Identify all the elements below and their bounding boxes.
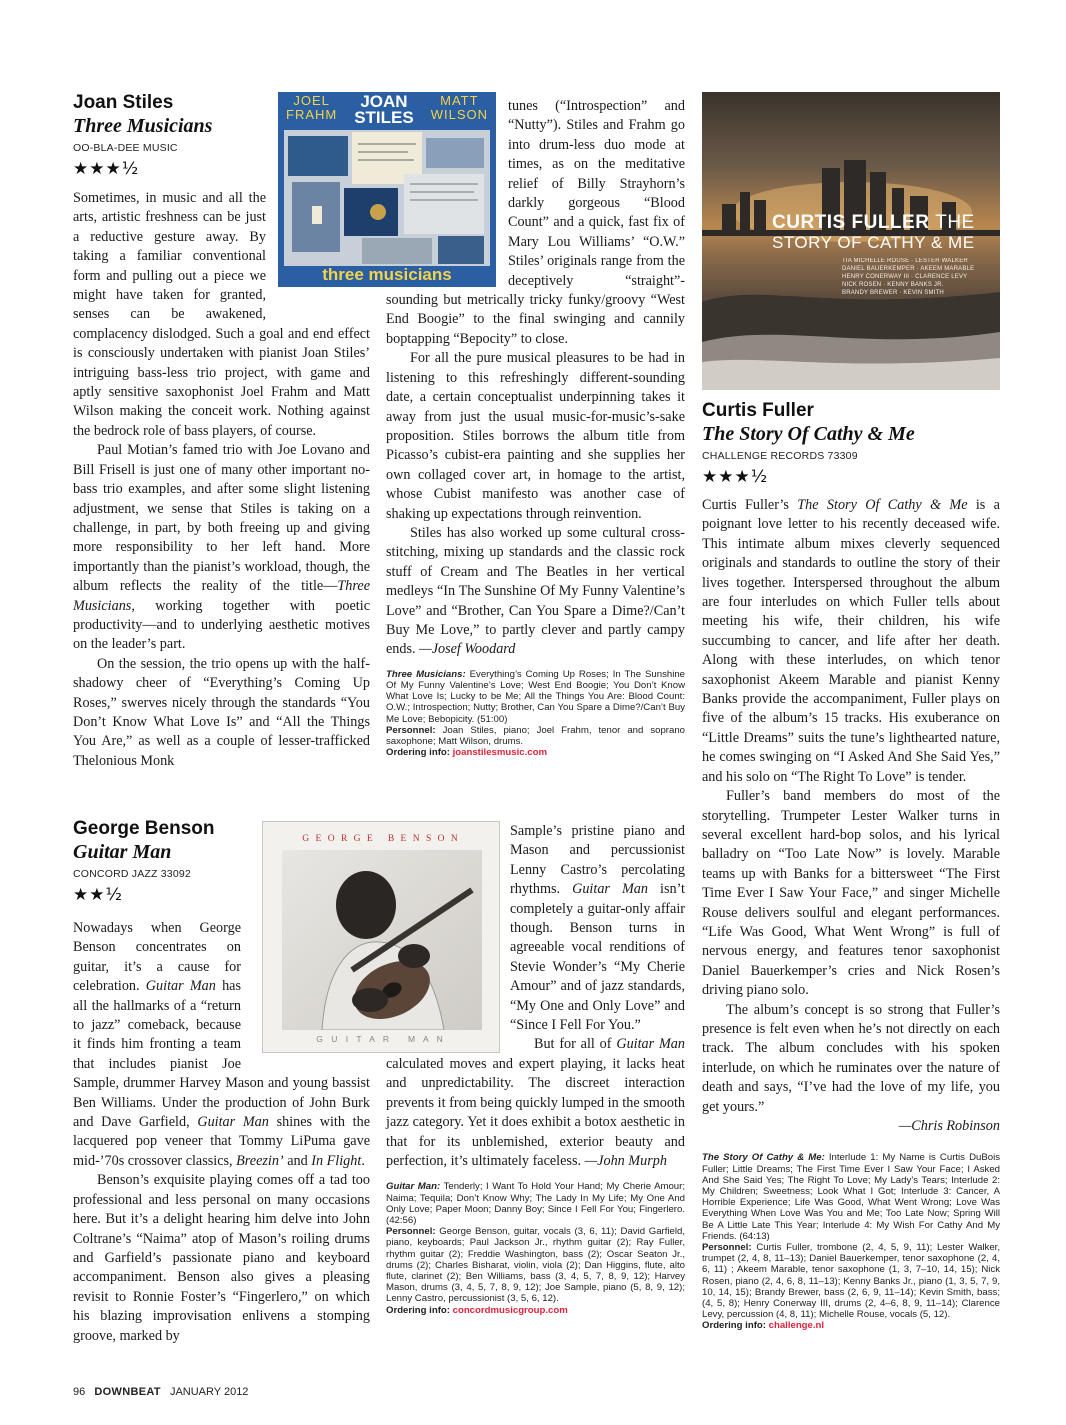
cover-artist-text: G E O R G E B E N S O N bbox=[302, 834, 460, 844]
star-rating: ★★★½ bbox=[73, 159, 140, 179]
record-label: OO-BLA-DEE MUSIC bbox=[73, 142, 178, 154]
album-title: Three Musicians bbox=[73, 115, 213, 137]
stiles-header bbox=[73, 92, 273, 180]
ordering-link[interactable]: concordmusicgroup.com bbox=[452, 1304, 568, 1316]
issue-date: JANUARY 2012 bbox=[169, 1386, 249, 1398]
cover-credit-line: NICK ROSEN · KENNY BANKS JR. bbox=[842, 282, 944, 288]
benson-column-1-text bbox=[73, 919, 370, 1346]
artist-name: Joan Stiles bbox=[73, 92, 174, 113]
ordering-link[interactable]: joanstilesmusic.com bbox=[452, 747, 547, 759]
benson-header bbox=[73, 818, 253, 906]
album-title: The Story Of Cathy & Me bbox=[702, 423, 915, 445]
paragraph: Sample’s pristine piano and Mason and percussionist Lenny Castro’s percolating rhythms. Guitar Man isn’t completely a guitar-only affair though. Benson turns in agreeable vocal renditions of Stevie Wonder’s “My Cherie Amour” and of jazz standards, “My One and Only Love” and “Since I Fell For You.” bbox=[510, 823, 685, 1034]
magazine-name: DOWNBEAT bbox=[94, 1386, 161, 1398]
page-footer bbox=[73, 1386, 473, 1398]
fuller-header bbox=[702, 400, 1000, 488]
stiles-review bbox=[73, 92, 687, 802]
cover-text: FRAHM bbox=[286, 107, 338, 122]
cover-credit-line: DANIEL BAUERKEMPER · AKEEM MARABLE bbox=[842, 266, 975, 272]
cover-credits bbox=[842, 257, 996, 297]
cover-text: STILES bbox=[354, 108, 414, 127]
story-of-cathy-album-cover bbox=[702, 92, 1000, 390]
cover-title bbox=[772, 213, 996, 297]
ordering-link[interactable]: challenge.nl bbox=[768, 1320, 825, 1332]
fuller-column-text bbox=[702, 496, 1000, 1332]
artist-name: Curtis Fuller bbox=[702, 400, 814, 421]
star-rating: ★★★½ bbox=[702, 467, 769, 487]
album-title: Guitar Man bbox=[73, 841, 172, 863]
stiles-column-2-text bbox=[386, 97, 685, 758]
paragraph: Stiles has also worked up some cultural cross-stitching, mixing up standards and the classic rock stuff of Cream and The Beatles in her vertical medleys “In The Sunshine Of My Funny Valentine’s Love” and “Brother, Can You Spare a Dime?/Can’t Buy Me Love,” to partly clever and partly campy ends. —Josef Woodard bbox=[386, 524, 685, 658]
cover-text: STORY OF CATHY & ME bbox=[772, 233, 975, 252]
paragraph: Fuller’s band members do most of the storytelling. Trumpeter Lester Walker turns in several excellent hard-bop solos, and his lyrical balladry on “Too Late Now” is lovely. Marable teams up with Banks for a bittersweet “The First Time Ever I Saw Your Face,” and singer Michelle Rouse delivers soulful and elegant performances. “Life Was Good, What Went Wrong” is full of nervous energy, and features tenor saxophonist Daniel Bauerkemper’s cries and Nick Rosen’s driving piano solo. bbox=[702, 788, 1000, 999]
stiles-column-1-text bbox=[73, 189, 370, 771]
paragraph: The album’s concept is so strong that Fuller’s presence is felt even when he’s not directly on each track. The album concludes with his spoken interlude, on which he ruminates over the nature of death and says, “I’ve had the love of my life, you get yours.” bbox=[702, 1001, 1000, 1115]
reviewer-signature: —John Murph bbox=[584, 1152, 667, 1169]
paragraph: Paul Motian’s famed trio with Joe Lovano and Bill Frisell is just one of many other important no-bass trio examples, and after some slight listening adjustment, we sense that Stiles is taking on a challenge, in part, by both freeing up and giving more responsibility to her left hand. More importantly than the pianist’s workload, though, the album reflects the reality of the title—Three Musicians, working together with poetic productivity—and to underlying aesthetic motives on the leader’s part. bbox=[73, 442, 370, 653]
paragraph: Nowadays when George Benson concentrates on guitar, it’s a cause for celebration. Guitar Man has all the hallmarks of a “return to jazz” comeback, because it finds him fronting a team that includes pianist Joe Sample, drummer Harvey Mason and young bassist Ben Williams. Under the production of John Burk and Dave Garfield, Guitar Man shines with the lacquered pop veneer that Tommy LiPuma gave mid-’70s crossover classics, Breezin’ and In Flight. bbox=[73, 920, 370, 1169]
page-number: 96 bbox=[73, 1386, 86, 1398]
paragraph: But for all of Guitar Man calculated moves and expert playing, it lacks heat and unpredictability. The discreet interaction prevents it from being quickly lumped in the smooth jazz category. Yet it does exhibit a botox aesthetic in that for its unblemished, exterior beauty and perfection, it’s ultimately faceless. —John Murph bbox=[386, 1036, 685, 1169]
cover-text: JOAN bbox=[360, 92, 408, 111]
track-listing: Guitar Man: Tenderly; I Want To Hold Your Hand; My Cherie Amour; Naima; Tequila; Don’t Know Why; The Lady In My Life; My One And Only Love; Paper Moon; Danny Boy; Since I Fell For You; Fingerlero. (42:56) Personnel: George Benson, guitar, vocals (3, 6, 11); David Garfield, piano, keyboards; Paul Jackson Jr., rhythm guitar (2); Ray Fuller, rhythm guitar (2); Freddie Washington, bass (2); Oscar Seaton Jr., drums (2); Charles Bisharat, violin, viola (2); Dan Higgins, flute, alto flute, clarinet (2); Ben Williams, bass (3, 4, 5, 7, 8, 9, 12); Harvey Mason, drums (3, 4, 5, 7, 8, 9, 12); Joe Sample, piano (5, 8, 9, 12); Lenny Castro, percussionist (3, 5, 6, 12). Ordering info: concordmusicgroup.com bbox=[386, 1181, 686, 1316]
cover-subtitle: three musicians bbox=[322, 265, 452, 284]
paragraph: Benson’s exquisite playing comes off a tad too professional and less personal on many occasions here. But it’s a delight hearing him delve into John Coltrane’s “Naima” atop of Mason’s roiling drums and Garfield’s passionate piano and keyboard accompaniment. Benson also gives a pleasing revisit to Ronnie Foster’s “Fingerlero,” on which his blazing improvisation enlivens a stomping groove, marked by bbox=[73, 1172, 370, 1344]
cover-credit-line: TIA MICHELLE ROUSE · LESTER WALKER bbox=[842, 258, 968, 264]
artist-name: George Benson bbox=[73, 818, 215, 839]
paragraph: On the session, the trio opens up with the half-shadowy cheer of “Everything’s Coming Up Roses,” swerves nicely through the standards “You Don’t Know What Love Is” and “All the Things You Are,” as well as a couple of lesser-trafficked Thelonious Monk bbox=[73, 655, 370, 769]
reviewer-signature: —Josef Woodard bbox=[419, 641, 516, 658]
cover-text: WILSON bbox=[430, 107, 488, 122]
cover-credit-line: HENRY CONERWAY III · CLARENCE LEVY bbox=[842, 274, 968, 280]
paragraph: Sometimes, in music and all the arts, artistic freshness can be just a reductive gesture away. By taking a familiar conventional form and pulling out a piece we might have taken for granted, senses can be awakened, complacency dislodged. Such a goal and end effect is consciously undertaken with pianist Joan Stiles’ intriguing bass-less trio project, with game and aptly sensitive saxophonist Joel Frahm and Matt Wilson making the conceit work. Nothing against the bedrock role of bass players, of course. bbox=[73, 190, 370, 439]
cover-album-text: G U I T A R M A N bbox=[316, 1034, 446, 1044]
record-label: CHALLENGE RECORDS 73309 bbox=[702, 450, 858, 462]
cover-text: CURTIS FULLER bbox=[772, 212, 930, 233]
record-label: CONCORD JAZZ 33092 bbox=[73, 868, 191, 880]
star-rating: ★★½ bbox=[73, 885, 123, 905]
track-listing: The Story Of Cathy & Me: Interlude 1: My Name is Curtis DuBois Fuller; Little Dreams; The First Time Ever I Saw Your Face; I Asked And She Said Yes; The Right To Love; My Lady’s Tears; Interlude 2: My Children; Sweetness; Look What I Got; Interlude 3: Cancer, A Horrible Experience; Life Was Good, What Went Wrong; Love Was Everything When Love Was You and Me; Too Late Now; Spring Will Be A Little Late This Year; Interlude 4: My Wish For Cathy And My Friends. (64:13) Personnel: Curtis Fuller, trombone (2, 4, 5, 9, 11); Lester Walker, trumpet (2, 4, 8, 11–13); Daniel Bauerkemper, tenor saxophone (2, 4, 6, 11) ; Akeem Marable, tenor saxophone (1, 3, 7–10, 14, 15); Nick Rosen, piano (2, 4, 6, 8, 11–13); Kenny Banks Jr., piano (1, 3, 5, 7, 9, 10, 14, 15); Brandy Brewer, bass (2, 6, 9, 11–14); Kevin Smith, bass; (4, 5, 8); Henry Conerway III, drums (2, 4–6, 8, 9, 11–14); Clarence Levy, percussion (4, 8, 11); Michelle Rouse, vocals (5, 12). Ordering info: challenge.nl bbox=[702, 1152, 1000, 1332]
track-listing: Three Musicians: Everything’s Coming Up Roses; In The Sunshine Of My Funny Valentine’s Love; West End Boogie; You Don’t Know What Love Is; Lucky to be Me; All the Things You Are: Blood Count: O.W.; Introspection; Nutty; Brother, Can You Spare a Dime?/Can’t Buy Me Love; Bebopicity. (51:00) Personnel: Joan Stiles, piano; Joel Frahm, tenor and soprano saxophone; Matt Wilson, drums. Ordering info: joanstilesmusic.com bbox=[386, 668, 686, 759]
cover-text: THE bbox=[935, 212, 975, 233]
fuller-review bbox=[702, 92, 1000, 1392]
benson-column-2-text bbox=[386, 822, 685, 1316]
benson-review bbox=[73, 818, 687, 1388]
paragraph: Curtis Fuller’s The Story Of Cathy & Me is a poignant love letter to his recently deceased wife. This intimate album mixes cleverly sequenced originals and standards to outline the story of their lives together. Interspersed throughout the album are four interludes on which Fuller tells about meeting his wife, their children, his wife succumbing to cancer, and life after her death. Along with these interludes, on which tenor saxophonist Akeem Marable and pianist Kenny Banks provide the accompaniment, Fuller plays on five of the album’s 15 tracks. His exuberance on “Little Dreams” suits the tune’s lighthearted nature, he comes swinging on “I Asked And She Said Yes,” and his solo on “The Right To Love” is tender. bbox=[702, 497, 1000, 785]
paragraph: tunes (“Introspection” and “Nutty”). Stiles and Frahm go into drum-less duo mode at times, as on the meditative relief of Billy Strayhorn’s darkly gorgeous “Blood Count” and a quick, fast fix of Mary Lou Williams’ “O.W.” Stiles’ originals range from the deceptively “straight”-sounding but metrically tricky funky/groovy “West End Boogie” to the final swinging and cannily boptapping “Bepocity” to close. bbox=[386, 98, 685, 347]
cover-text: MATT bbox=[440, 93, 479, 108]
cover-text: JOEL bbox=[293, 93, 330, 108]
paragraph: For all the pure musical pleasures to be had in listening to this refreshingly different-sounding date, a certain conceptualist underpinning takes it away from just the usual music-for-music’s-sake proposition. Stiles borrows the album title from Picasso’s cubist-era painting and she supplies her own collaged cover art, in homage to the artist, whose Cubist manifesto was another case of shaking up expectations through reinvention. bbox=[386, 350, 685, 522]
reviewer-signature: —Chris Robinson bbox=[898, 1118, 1000, 1134]
cover-credit-line: BRANDY BREWER · KEVIN SMITH bbox=[842, 290, 944, 296]
